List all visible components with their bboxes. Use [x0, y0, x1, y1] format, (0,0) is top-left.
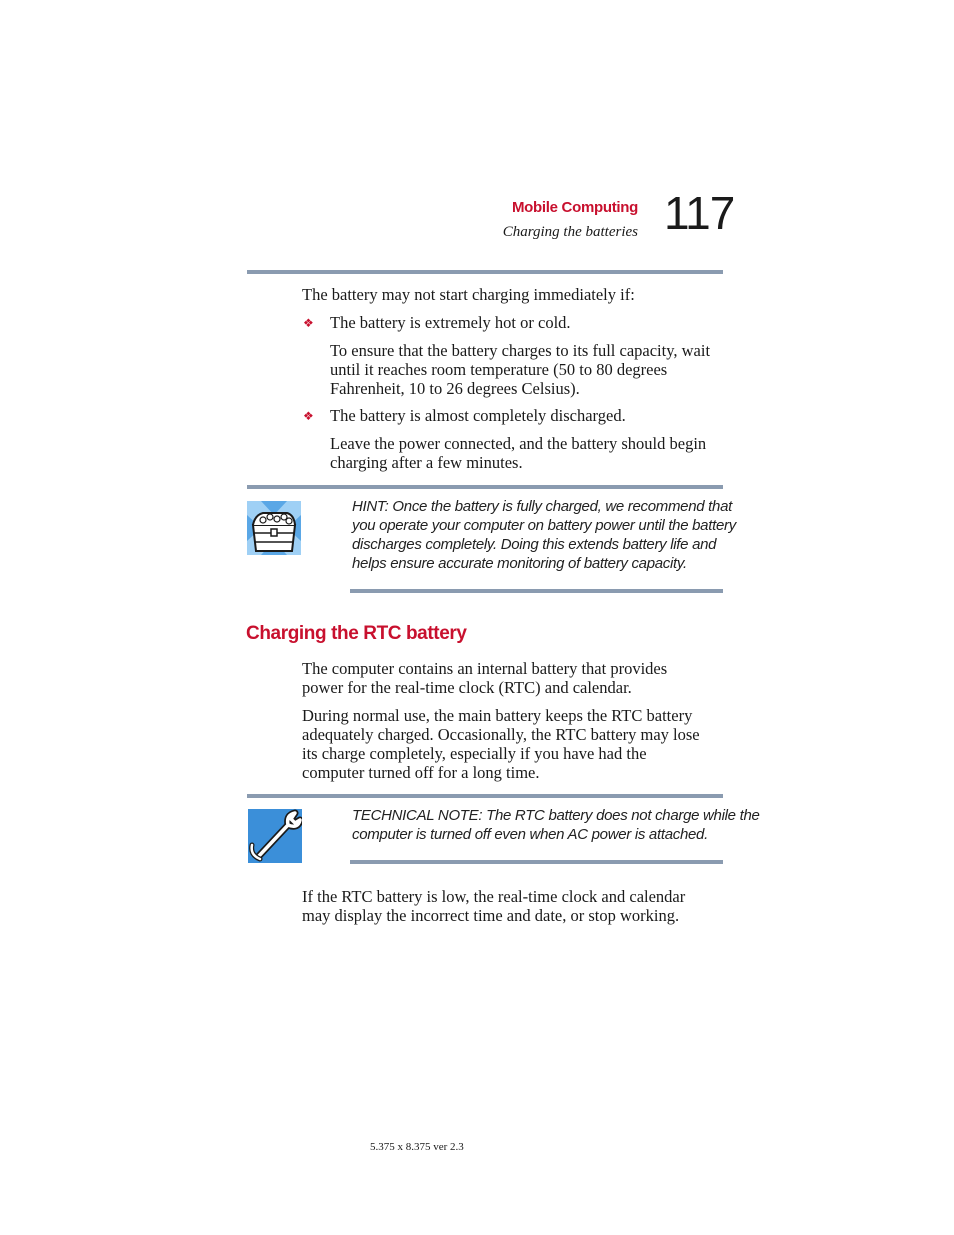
section-heading: Charging the RTC battery	[246, 623, 467, 644]
hint-text	[352, 497, 736, 573]
page-number: 117	[664, 187, 735, 239]
hint-top-rule	[247, 485, 723, 489]
paragraph-line: its charge completely, especially if you have had the	[302, 744, 647, 763]
hint-line: discharges completely. Doing this extends battery life and	[352, 536, 717, 553]
bullet-text: The battery is extremely hot or cold.	[330, 313, 571, 332]
detail-line: charging after a few minutes.	[330, 453, 523, 472]
rtc-paragraph-2	[302, 706, 700, 782]
header-rule	[247, 270, 723, 274]
section-title: Charging the batteries	[502, 224, 638, 240]
paragraph-line: may display the incorrect time and date, or stop working.	[302, 906, 680, 925]
hint-bottom-rule	[350, 589, 723, 593]
tech-note-top-rule	[247, 794, 723, 798]
tech-note-text	[352, 806, 760, 844]
bullet-icon: ❖	[303, 316, 314, 330]
hint-line: helps ensure accurate monitoring of battery capacity.	[352, 555, 687, 572]
paragraph-line: adequately charged. Occasionally, the RTC battery may lose	[302, 725, 700, 744]
bullet-detail	[330, 341, 710, 398]
paragraph-line: During normal use, the main battery keeps the RTC battery	[302, 706, 693, 725]
footer-version: 5.375 x 8.375 ver 2.3	[370, 1141, 464, 1153]
bullet-icon: ❖	[303, 409, 314, 423]
hint-line: you operate your computer on battery power until the battery	[352, 517, 736, 534]
wrench-icon	[248, 809, 302, 863]
paragraph-line: power for the real-time clock (RTC) and calendar.	[302, 678, 632, 697]
detail-line: Fahrenheit, 10 to 26 degrees Celsius).	[330, 379, 580, 398]
bullet-detail	[330, 434, 706, 472]
bullet-text: The battery is almost completely discharged.	[330, 406, 626, 425]
closing-paragraph	[302, 887, 685, 925]
rtc-paragraph-1	[302, 659, 667, 697]
tech-note-line: computer is turned off even when AC power is attached.	[352, 826, 708, 843]
paragraph-line: computer turned off for a long time.	[302, 763, 540, 782]
chapter-title: Mobile Computing	[511, 199, 638, 216]
treasure-chest-icon	[247, 501, 301, 555]
hint-line: HINT: Once the battery is fully charged, we recommend that	[352, 498, 732, 515]
paragraph-line: If the RTC battery is low, the real-time clock and calendar	[302, 887, 686, 906]
detail-line: Leave the power connected, and the battery should begin	[330, 434, 707, 453]
paragraph-line: The computer contains an internal battery that provides	[302, 659, 668, 678]
intro-text: The battery may not start charging immediately if:	[302, 285, 635, 304]
detail-line: until it reaches room temperature (50 to 80 degrees	[330, 360, 668, 379]
tech-note-line: TECHNICAL NOTE: The RTC battery does not charge while the	[352, 807, 760, 824]
tech-note-bottom-rule	[350, 860, 723, 864]
detail-line: To ensure that the battery charges to its full capacity, wait	[330, 341, 711, 360]
